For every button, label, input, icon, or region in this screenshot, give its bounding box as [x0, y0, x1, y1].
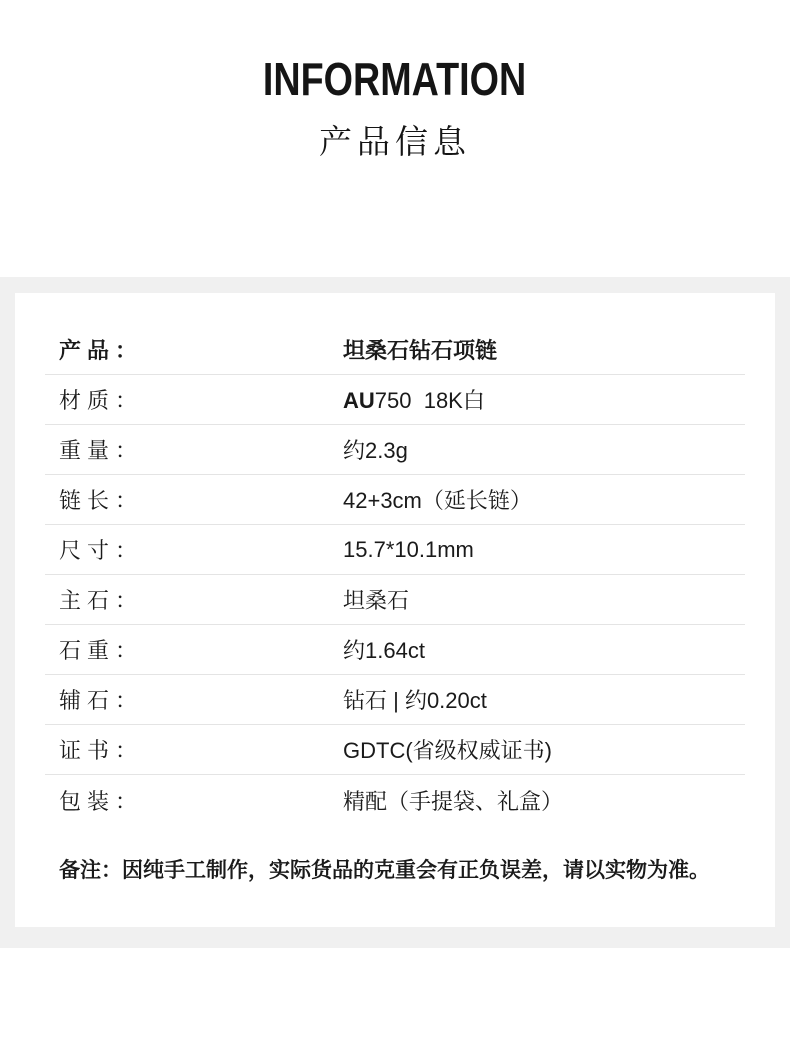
spec-row-side-stone: [45, 675, 745, 725]
spec-value-chain-length: 42+3cm（延长链）: [343, 488, 532, 513]
spec-value-main-stone: 坦桑石: [343, 588, 410, 613]
spec-value-material: [343, 384, 485, 415]
spec-label-size: 尺寸：: [59, 538, 144, 563]
spec-label-side-stone: 辅石：: [59, 688, 144, 713]
spec-label-stone-weight: 石重：: [59, 638, 144, 663]
page-subtitle: 产品信息: [319, 123, 471, 160]
spec-row-stone-weight: [45, 625, 745, 675]
spec-row-packaging: [45, 775, 745, 825]
spec-row-certificate: [45, 725, 745, 775]
spec-value-material-rest: 750 18K白: [374, 388, 485, 413]
spec-label-material: 材质：: [59, 388, 144, 413]
page-title: INFORMATION: [263, 53, 527, 105]
spec-label-packaging: 包装：: [59, 788, 144, 814]
page-header: [0, 0, 790, 277]
spec-value-weight: 约2.3g: [343, 438, 408, 463]
next-section-gap: [0, 948, 790, 1037]
spec-value-stone-weight: 约1.64ct: [343, 638, 425, 663]
note-label: 备注：: [59, 859, 122, 882]
note-row: [45, 855, 745, 887]
spec-value-certificate: GDTC(省级权威证书): [343, 738, 552, 763]
spec-label-chain-length: 链长：: [59, 488, 144, 513]
spec-row-main-stone: [45, 575, 745, 625]
spec-value-material-bold: AU: [343, 388, 375, 413]
spec-value-product: 坦桑石钻石项链: [343, 338, 498, 363]
spec-row-material: [45, 375, 745, 425]
spec-row-weight: [45, 425, 745, 475]
info-section: [0, 277, 790, 948]
spec-label-certificate: 证书：: [59, 738, 144, 763]
spec-label-weight: 重量：: [59, 438, 144, 463]
spec-row-product: [45, 325, 745, 375]
spec-label-main-stone: 主石：: [59, 588, 144, 613]
spec-row-size: [45, 525, 745, 575]
spec-value-size: 15.7*10.1mm: [343, 536, 474, 562]
note-text: 因纯手工制作，实际货品的克重会有正负误差，请以实物为准。: [122, 859, 710, 882]
spec-label-product: 产品：: [59, 338, 144, 363]
spec-value-side-stone: 钻石 | 约0.20ct: [343, 688, 487, 713]
spec-value-packaging: 精配（手提袋、礼盒）: [343, 788, 564, 814]
spec-row-chain-length: [45, 475, 745, 525]
spec-card: [15, 293, 775, 927]
